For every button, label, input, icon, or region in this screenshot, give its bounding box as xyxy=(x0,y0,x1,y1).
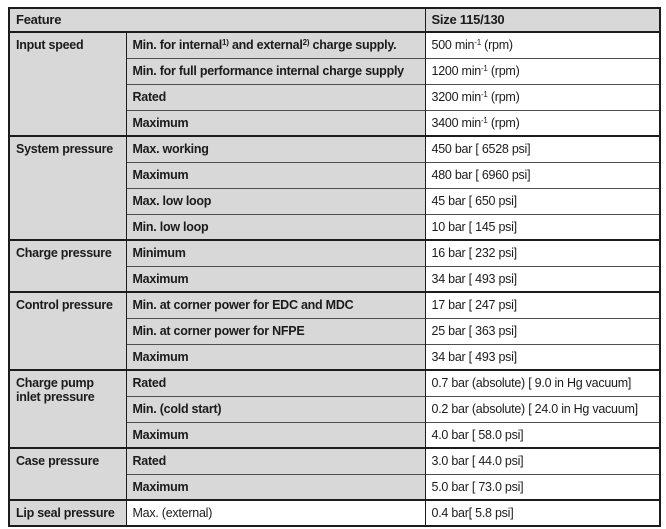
value-text: 1200 min xyxy=(431,63,481,78)
table-row xyxy=(9,292,660,318)
spec-label xyxy=(126,32,425,58)
exponent: -1 xyxy=(474,38,481,48)
table-row xyxy=(9,448,660,474)
spec-value: 0.4 bar[ 5.8 psi] xyxy=(425,500,660,526)
exponent: -1 xyxy=(480,63,488,73)
table-header-row xyxy=(9,8,660,32)
spec-label: Min. at corner power for NFPE xyxy=(126,318,425,344)
value-text: 3400 min xyxy=(431,115,481,130)
spec-value: 4.0 bar [ 58.0 psi] xyxy=(425,422,660,448)
feature-cell-charge-pressure: Charge pressure xyxy=(9,240,126,292)
label-text: and external xyxy=(228,38,303,53)
spec-label: Maximum xyxy=(126,162,425,188)
value-text: (rpm) xyxy=(487,115,520,130)
spec-value: 34 bar [ 493 psi] xyxy=(425,266,660,292)
spec-value: 34 bar [ 493 psi] xyxy=(425,344,660,370)
spec-value: 3.0 bar [ 44.0 psi] xyxy=(425,448,660,474)
label-text: Min. for internal xyxy=(132,38,222,53)
value-text: (rpm) xyxy=(487,63,520,78)
table-row xyxy=(9,136,660,162)
spec-label: Rated xyxy=(126,370,425,396)
table-row xyxy=(9,370,660,396)
label-text: charge supply. xyxy=(309,38,397,53)
spec-label: Min. at corner power for EDC and MDC xyxy=(126,292,425,318)
spec-label: Max. working xyxy=(126,136,425,162)
spec-label: Max. low loop xyxy=(126,188,425,214)
feature-cell-input-speed: Input speed xyxy=(9,32,126,136)
spec-value xyxy=(425,32,660,58)
table-row xyxy=(9,500,660,526)
spec-value: 450 bar [ 6528 psi] xyxy=(425,136,660,162)
spec-value xyxy=(425,84,660,110)
spec-table xyxy=(8,7,661,527)
spec-value: 0.2 bar (absolute) [ 24.0 in Hg vacuum] xyxy=(425,396,660,422)
spec-label: Rated xyxy=(126,84,425,110)
feature-cell-control-pressure: Control pressure xyxy=(9,292,126,370)
spec-value xyxy=(425,110,660,136)
value-text: (rpm) xyxy=(480,38,513,53)
header-size: Size 115/130 xyxy=(425,8,660,32)
spec-label: Maximum xyxy=(126,422,425,448)
feature-cell-case-pressure: Case pressure xyxy=(9,448,126,500)
spec-value: 25 bar [ 363 psi] xyxy=(425,318,660,344)
table-row xyxy=(9,32,660,58)
footnote-ref-2: 2) xyxy=(302,38,310,48)
spec-value: 0.7 bar (absolute) [ 9.0 in Hg vacuum] xyxy=(425,370,660,396)
spec-value: 45 bar [ 650 psi] xyxy=(425,188,660,214)
spec-label: Min. for full performance internal charge supply xyxy=(126,58,425,84)
spec-value: 10 bar [ 145 psi] xyxy=(425,214,660,240)
value-text: 500 min xyxy=(431,38,475,53)
spec-value: 5.0 bar [ 73.0 psi] xyxy=(425,474,660,500)
spec-value: 16 bar [ 232 psi] xyxy=(425,240,660,266)
feature-cell-charge-pump-inlet-pressure: Charge pump inlet pressure xyxy=(9,370,126,448)
spec-label: Maximum xyxy=(126,266,425,292)
spec-label: Min. (cold start) xyxy=(126,396,425,422)
spec-label: Min. low loop xyxy=(126,214,425,240)
spec-label: Rated xyxy=(126,448,425,474)
value-text: (rpm) xyxy=(487,89,520,104)
spec-label: Maximum xyxy=(126,474,425,500)
spec-label: Max. (external) xyxy=(126,500,425,526)
feature-cell-system-pressure: System pressure xyxy=(9,136,126,240)
footnote-ref-1: 1) xyxy=(222,38,229,48)
feature-cell-lip-seal-pressure: Lip seal pressure xyxy=(9,500,126,526)
spec-label: Maximum xyxy=(126,110,425,136)
header-feature: Feature xyxy=(9,8,425,32)
spec-value: 17 bar [ 247 psi] xyxy=(425,292,660,318)
table-row xyxy=(9,240,660,266)
spec-value xyxy=(425,58,660,84)
spec-value: 480 bar [ 6960 psi] xyxy=(425,162,660,188)
spec-label: Minimum xyxy=(126,240,425,266)
value-text: 3200 min xyxy=(431,89,481,104)
spec-label: Maximum xyxy=(126,344,425,370)
exponent: -1 xyxy=(480,89,488,99)
exponent: -1 xyxy=(480,115,488,125)
